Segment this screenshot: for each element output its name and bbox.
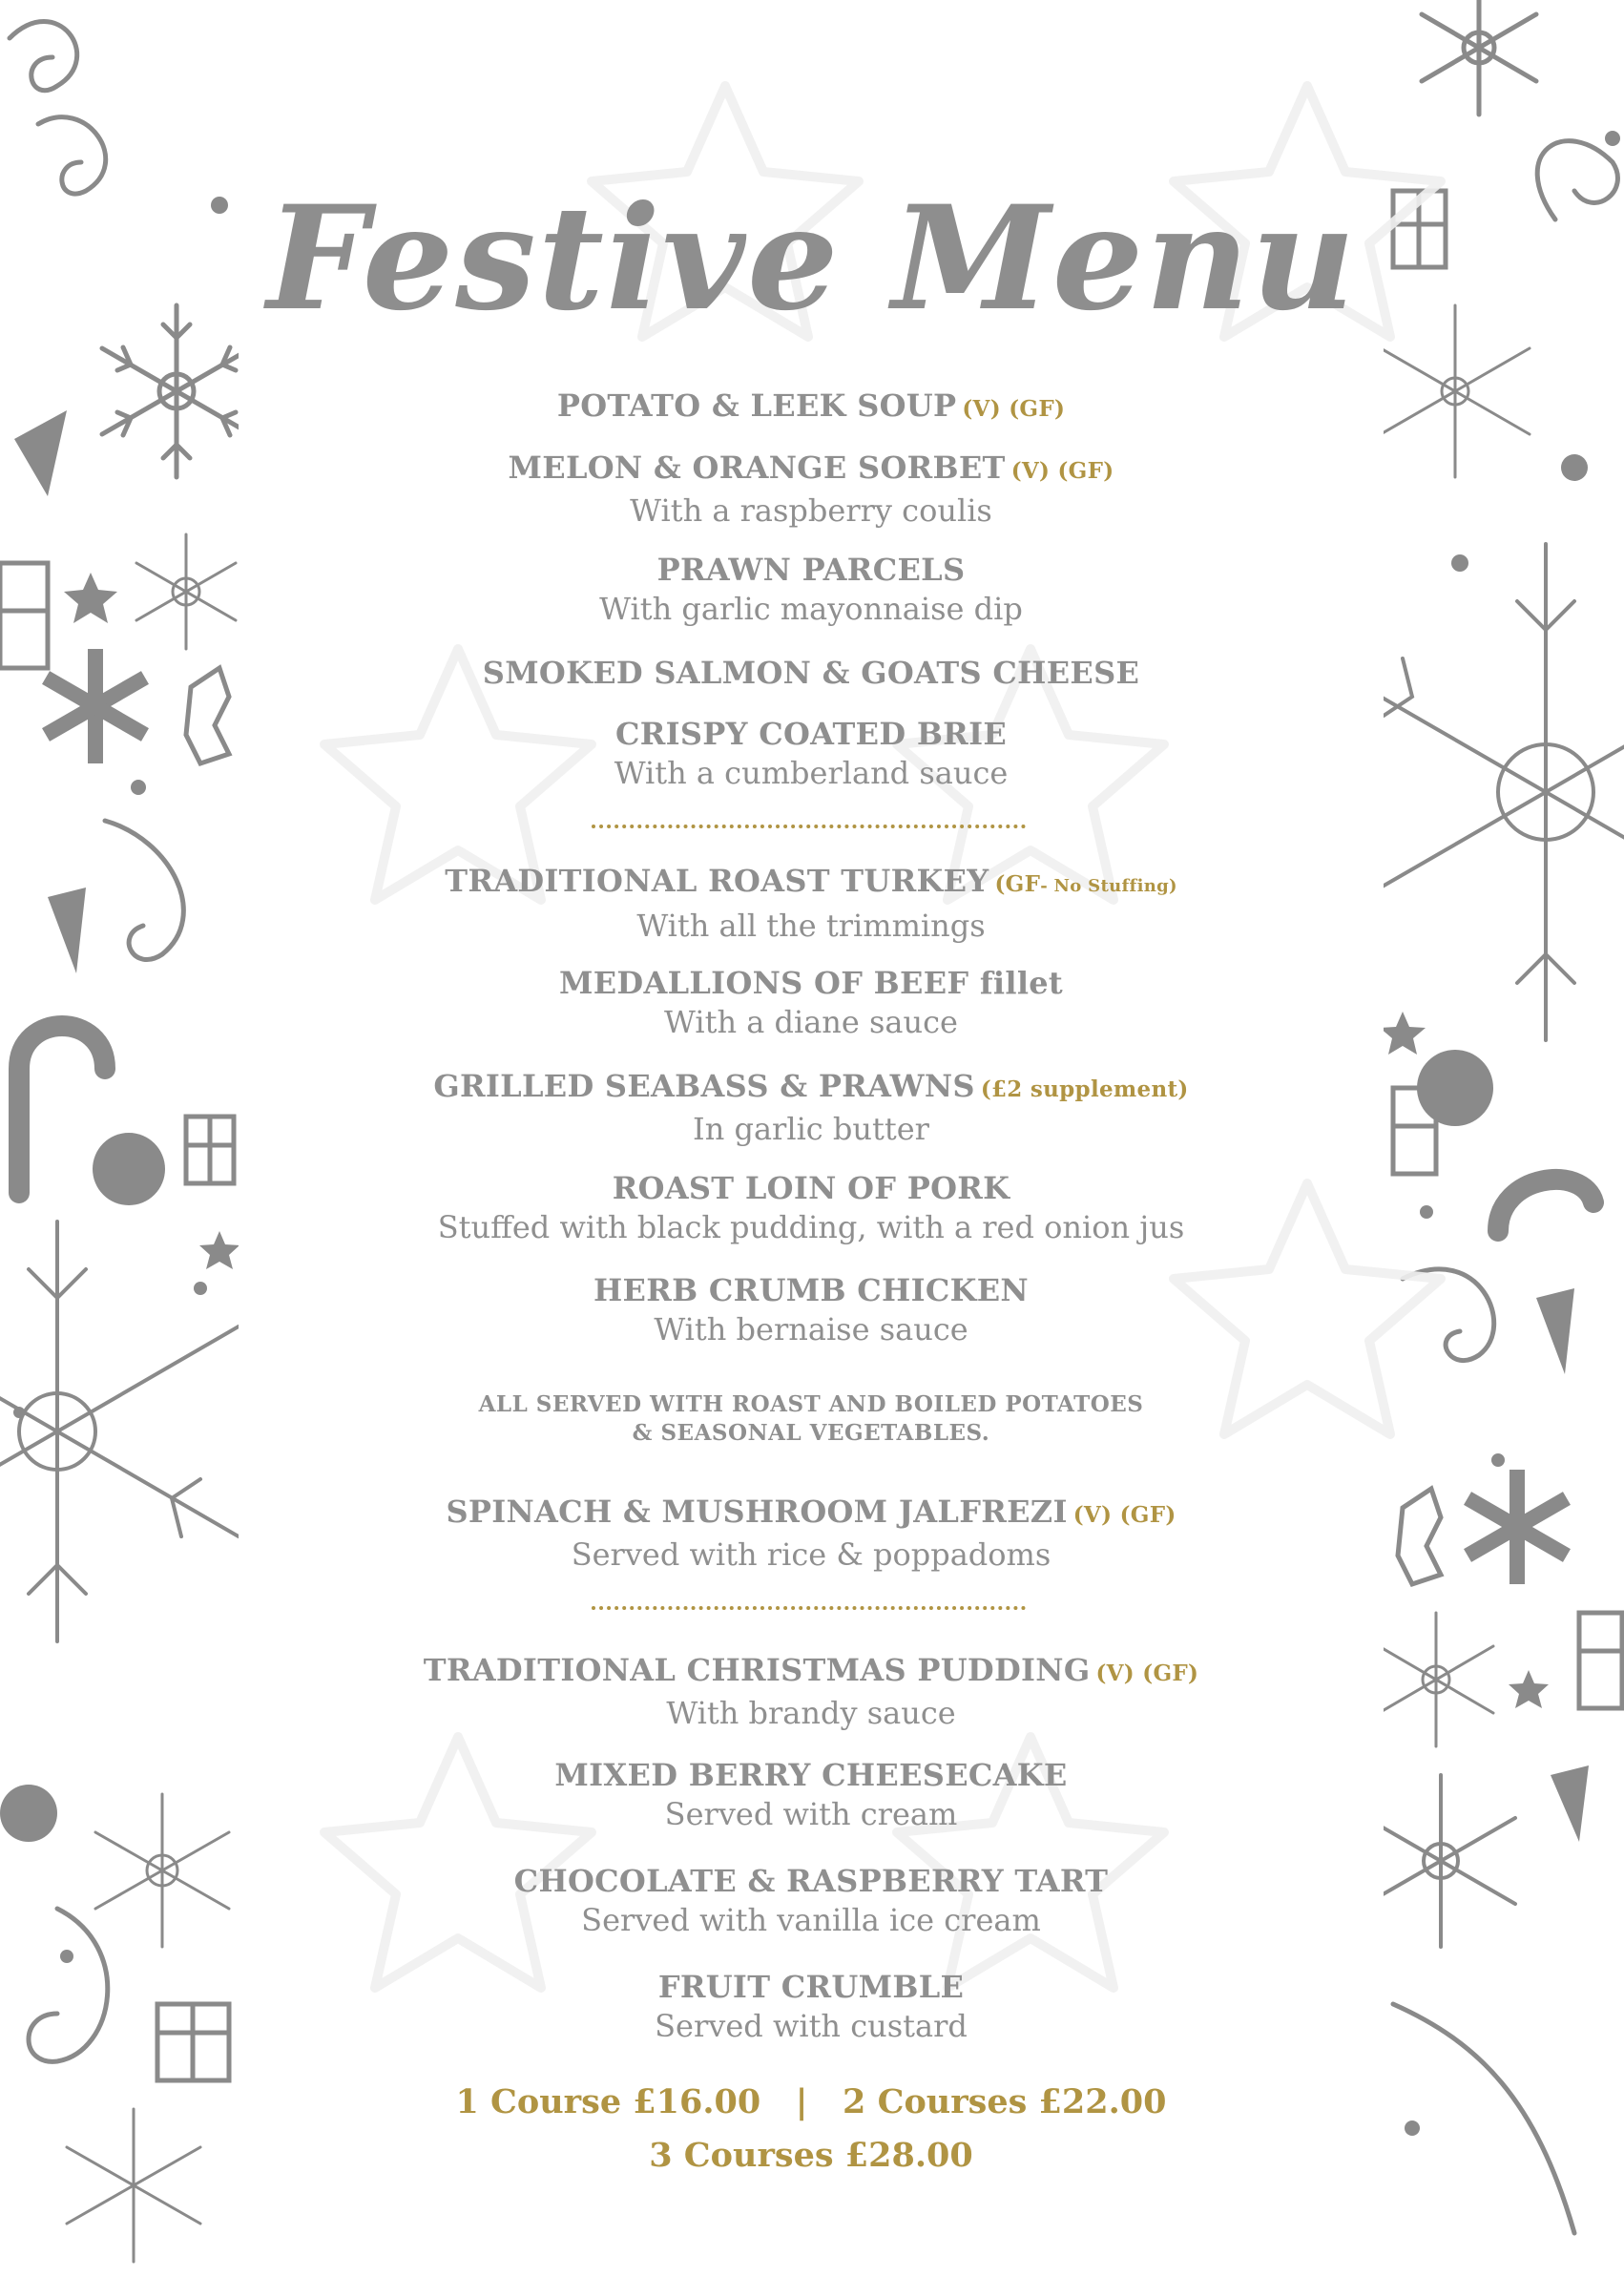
gift-icon: [186, 1117, 234, 1183]
item-description: With bernaise sauce: [654, 1311, 968, 1347]
menu-item: [363, 1651, 1260, 1733]
candy-cane-icon: [19, 1026, 105, 1193]
swirl-icon: [10, 22, 77, 91]
gift-icon: [1579, 1613, 1622, 1708]
item-name: GRILLED SEABASS & PRAWNS: [433, 1068, 975, 1104]
festive-border-left: [0, 0, 239, 2277]
snowflake-icon: [102, 305, 239, 477]
bauble-icon: [93, 1133, 165, 1205]
diet-tag: (GF: [994, 871, 1041, 897]
item-name: FRUIT CRUMBLE: [657, 1969, 965, 2005]
item-name: TRADITIONAL ROAST TURKEY: [445, 863, 989, 899]
snowflake-icon: [1422, 0, 1536, 115]
candy-cane-icon: [1498, 1180, 1593, 1231]
mains-note-line: ALL SERVED WITH ROAST AND BOILED POTATOES: [478, 1391, 1144, 1417]
menu-title: Festive Menu: [266, 174, 1358, 343]
diet-tag-note: - No Stuffing): [1040, 876, 1177, 896]
star-icon: [1384, 1012, 1426, 1055]
diet-tag: (V) (GF): [1010, 458, 1114, 484]
holly-icon: [186, 668, 229, 763]
menu-item: [363, 1169, 1260, 1247]
item-description: With a diane sauce: [664, 1004, 958, 1040]
item-description: In garlic butter: [693, 1111, 929, 1147]
snowflake-icon: [1384, 1775, 1515, 1947]
swirl-icon: [29, 1909, 108, 2061]
snowflake-icon: [136, 534, 236, 649]
item-name: PRAWN PARCELS: [656, 552, 966, 588]
item-name: CRISPY COATED BRIE: [614, 716, 1008, 752]
item-name: SMOKED SALMON & GOATS CHEESE: [482, 655, 1140, 691]
menu-item: [363, 551, 1260, 629]
supplement-tag: (£2 supplement): [980, 1076, 1189, 1102]
swirl-icon: [1403, 1269, 1494, 1361]
item-description: Served with rice & poppadoms: [571, 1536, 1051, 1573]
diet-tag: (V) (GF): [962, 396, 1066, 422]
item-description: Served with cream: [664, 1796, 958, 1832]
item-description: Stuffed with black pudding, with a red onion jus: [437, 1209, 1185, 1245]
snowflake-icon: [1384, 305, 1530, 477]
menu-item: [363, 654, 1260, 692]
menu-item: [363, 964, 1260, 1042]
menu-item: [363, 715, 1260, 793]
item-description: With all the trimmings: [636, 908, 986, 944]
item-description: Served with vanilla ice cream: [581, 1902, 1041, 1938]
snowflake-icon: [1384, 544, 1624, 1040]
menu-item: [363, 1756, 1260, 1834]
item-description: With garlic mayonnaise dip: [599, 591, 1023, 627]
festive-border-right: [1384, 0, 1624, 2277]
holly-icon: [1398, 1489, 1441, 1584]
swirl-icon: [105, 821, 183, 960]
item-name: MELON & ORANGE SORBET: [508, 449, 1006, 486]
item-name: POTATO & LEEK SOUP: [556, 387, 957, 424]
party-hat-icon: [1536, 1288, 1574, 1374]
menu-item: [363, 1493, 1260, 1575]
section-divider: [592, 1606, 1026, 1610]
snowflake-icon: [67, 2109, 200, 2262]
star-icon: [199, 1231, 239, 1269]
item-name: SPINACH & MUSHROOM JALFREZI: [446, 1494, 1068, 1530]
menu-item: [363, 1968, 1260, 2046]
gift-icon: [157, 2004, 229, 2080]
party-hat-icon: [14, 410, 67, 496]
menu-item: [363, 862, 1260, 946]
item-name: CHOCOLATE & RASPBERRY TART: [513, 1863, 1109, 1899]
item-name: ROAST LOIN OF PORK: [612, 1170, 1010, 1206]
menu-item: [363, 1271, 1260, 1349]
item-name: HERB CRUMB CHICKEN: [593, 1272, 1029, 1308]
menu-item: [363, 386, 1260, 428]
party-hat-icon: [48, 888, 86, 973]
section-divider: [592, 825, 1026, 828]
star-icon: [1509, 1670, 1549, 1708]
swirl-icon: [1393, 2004, 1574, 2233]
mains-note: [363, 1390, 1260, 1448]
item-name: MEDALLIONS OF BEEF fillet: [558, 965, 1064, 1001]
item-description: With a raspberry coulis: [630, 492, 992, 529]
snowflake-icon: [1464, 1470, 1571, 1584]
mains-note-line: & SEASONAL VEGETABLES.: [632, 1420, 990, 1446]
snowflake-icon: [95, 1794, 229, 1947]
bauble-icon: [1417, 1050, 1493, 1126]
item-description: Served with custard: [655, 2008, 968, 2044]
item-description: With a cumberland sauce: [614, 755, 1009, 791]
diet-tag: (V) (GF): [1095, 1661, 1199, 1686]
price-line: 3 Courses £28.00: [649, 2136, 973, 2175]
price-line: 1 Course £16.00 | 2 Courses £22.00: [455, 2082, 1167, 2121]
gift-icon: [0, 563, 48, 668]
menu-item: [363, 449, 1260, 531]
snowflake-icon: [42, 649, 149, 763]
star-icon: [64, 573, 117, 623]
item-name: TRADITIONAL CHRISTMAS PUDDING: [423, 1652, 1091, 1688]
bauble-icon: [0, 1785, 57, 1842]
item-description: With brandy sauce: [666, 1695, 956, 1731]
item-name: MIXED BERRY CHEESECAKE: [554, 1757, 1068, 1793]
bauble-icon: [1561, 454, 1588, 481]
diet-tag: (V) (GF): [1072, 1502, 1176, 1528]
menu-item: [363, 1862, 1260, 1940]
menu-item: [363, 1067, 1260, 1149]
snowflake-icon: [1384, 1613, 1493, 1746]
swirl-icon: [38, 117, 106, 194]
party-hat-icon: [1551, 1765, 1589, 1842]
